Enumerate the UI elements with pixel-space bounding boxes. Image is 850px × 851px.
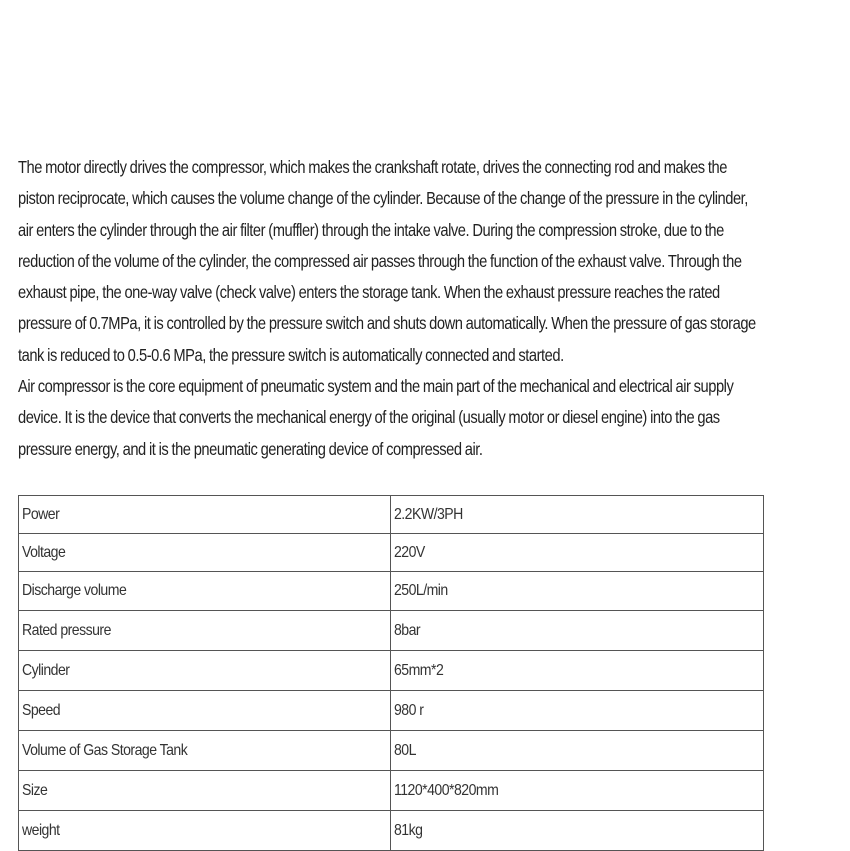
- description-line: pressure of 0.7MPa, it is controlled by the pressure switch and shuts down automatically. When the pressure of gas storage: [18, 313, 756, 334]
- description-line: air enters the cylinder through the air filter (muffler) through the intake valve. During the compression stroke, due to the: [18, 219, 724, 240]
- spec-label: [19, 691, 391, 731]
- spec-label-text: Power: [22, 505, 60, 523]
- spec-label-text: weight: [22, 821, 60, 839]
- description-line: tank is reduced to 0.5-0.6 MPa, the pressure switch is automatically connected and started.: [18, 344, 564, 365]
- spec-label-text: Speed: [22, 701, 61, 719]
- spec-row-weight: [19, 811, 764, 851]
- spec-value: [391, 534, 764, 572]
- spec-value: [391, 651, 764, 691]
- spec-value: [391, 572, 764, 611]
- description-line: Air compressor is the core equipment of pneumatic system and the main part of the mechanical and electrical air supply: [18, 376, 734, 397]
- spec-value-text: 81kg: [394, 821, 423, 839]
- description-line: The motor directly drives the compressor, which makes the crankshaft rotate, drives the connecting rod and makes the: [18, 157, 727, 177]
- spec-row-discharge-volume: [19, 572, 764, 611]
- spec-value-text: 220V: [394, 543, 425, 561]
- spec-label-text: Rated pressure: [22, 621, 111, 639]
- spec-value-text: 65mm*2: [394, 661, 444, 679]
- spec-value: [391, 811, 764, 851]
- product-description: [18, 152, 844, 465]
- spec-value-text: 8bar: [394, 621, 421, 639]
- spec-value: [391, 611, 764, 651]
- spec-label: [19, 572, 391, 611]
- description-line: device. It is the device that converts the mechanical energy of the original (usually motor or diesel engine) into the gas: [18, 407, 720, 428]
- spec-label-text: Voltage: [22, 543, 66, 561]
- spec-row-voltage: [19, 534, 764, 572]
- spec-label: [19, 496, 391, 534]
- spec-value-text: 80L: [394, 741, 417, 759]
- spec-row-speed: [19, 691, 764, 731]
- description-line: exhaust pipe, the one-way valve (check valve) enters the storage tank. When the exhaust pressure reaches the rated: [18, 282, 720, 303]
- spec-row-tank-volume: [19, 731, 764, 771]
- spec-value: [391, 771, 764, 811]
- spec-value-text: 980 r: [394, 701, 424, 719]
- spec-value-text: 1120*400*820mm: [394, 781, 499, 799]
- spec-label: [19, 771, 391, 811]
- spec-value-text: 2.2KW/3PH: [394, 505, 463, 523]
- spec-label: [19, 651, 391, 691]
- spec-label-text: Discharge volume: [22, 582, 127, 599]
- spec-value: [391, 731, 764, 771]
- spec-label-text: Cylinder: [22, 661, 70, 679]
- spec-label-text: Size: [22, 781, 48, 799]
- spec-label: [19, 811, 391, 851]
- spec-row-cylinder: [19, 651, 764, 691]
- spec-value-text: 250L/min: [394, 582, 448, 599]
- spec-value: [391, 691, 764, 731]
- description-line: pressure energy, and it is the pneumatic generating device of compressed air.: [18, 438, 483, 459]
- spec-label-text: Volume of Gas Storage Tank: [22, 741, 188, 759]
- spec-value: [391, 496, 764, 534]
- spec-row-size: [19, 771, 764, 811]
- description-line: piston reciprocate, which causes the volume change of the cylinder. Because of the change of the pressure in the cylinder,: [18, 188, 748, 209]
- spec-row-power: [19, 496, 764, 534]
- spec-label: [19, 611, 391, 651]
- spec-table: [18, 495, 764, 851]
- spec-label: [19, 534, 391, 572]
- spec-row-rated-pressure: [19, 611, 764, 651]
- description-line: reduction of the volume of the cylinder, the compressed air passes through the function of the exhaust valve. Through the: [18, 250, 742, 271]
- spec-label: [19, 731, 391, 771]
